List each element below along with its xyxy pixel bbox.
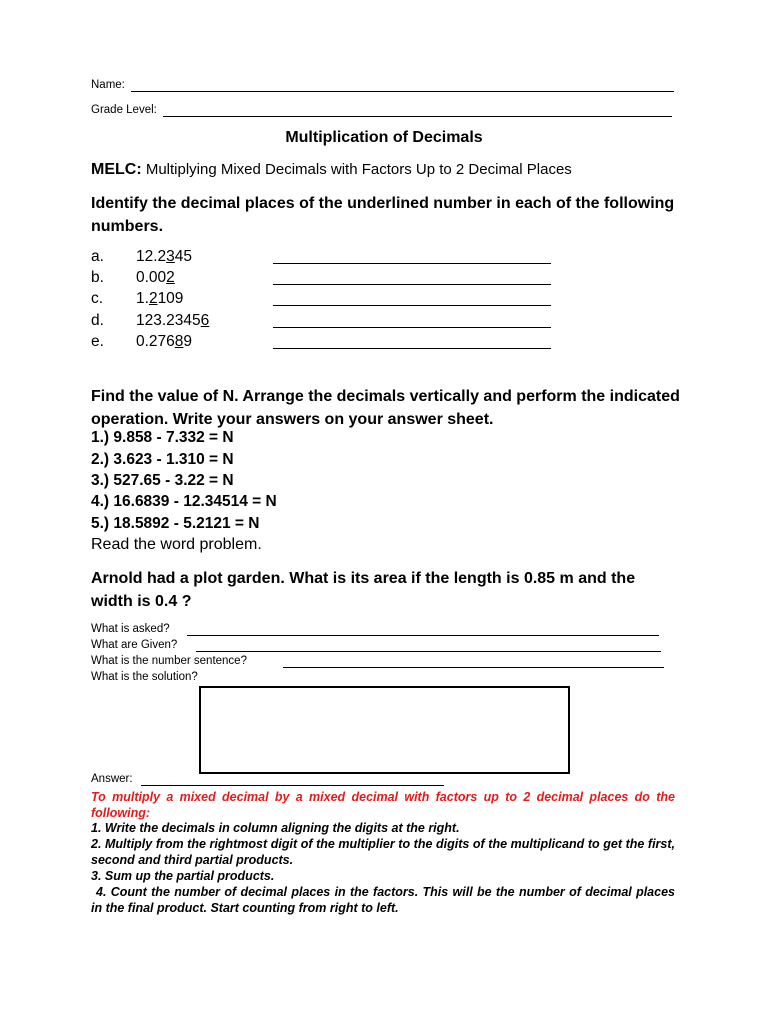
item-letter: e. xyxy=(91,333,104,350)
equation: 2.) 3.623 - 1.310 = N xyxy=(91,451,234,468)
asked-line[interactable] xyxy=(187,635,659,636)
asked-label: What is asked? xyxy=(91,623,170,635)
sentence-row xyxy=(91,655,247,667)
section1-instruction: Identify the decimal places of the underlined number in each of the following numbers. xyxy=(91,195,675,235)
underlined-digit: 2 xyxy=(148,290,158,307)
answer-line[interactable] xyxy=(273,263,551,264)
melc-text: Multiplying Mixed Decimals with Factors Up to 2 Decimal Places xyxy=(145,161,572,178)
item-letter: d. xyxy=(91,312,104,329)
equation: 3.) 527.65 - 3.22 = N xyxy=(91,472,234,489)
word-problem: Arnold had a plot garden. What is its area if the length is 0.85 m and the width is 0.4 ? xyxy=(91,570,636,610)
solution-box[interactable] xyxy=(199,686,570,774)
step-item: 1. Write the decimals in column aligning the digits at the right. xyxy=(91,821,460,835)
read-prompt: Read the word problem. xyxy=(91,536,262,553)
step-item: 4. Count the number of decimal places in the factors. This will be the number of decimal places in the final product. Start counting from right to left. xyxy=(91,885,675,915)
answer-line[interactable] xyxy=(273,284,551,285)
list-item xyxy=(91,333,561,353)
name-label: Name: xyxy=(91,79,125,91)
steps-intro: To multiply a mixed decimal by a mixed decimal with factors up to 2 decimal places do the following: xyxy=(91,790,675,820)
answer-line[interactable] xyxy=(141,785,444,786)
answer-label: Answer: xyxy=(91,773,133,785)
underlined-digit: 8 xyxy=(174,333,184,350)
equation: 1.) 9.858 - 7.332 = N xyxy=(91,429,234,446)
grade-line[interactable] xyxy=(163,116,672,117)
section2-instruction: Find the value of N. Arrange the decimals vertically and perform the indicated operation. Write your answers on your answer sheet. xyxy=(91,388,680,428)
item-number: 0.002 xyxy=(136,269,175,286)
list-item xyxy=(91,269,561,289)
answer-line[interactable] xyxy=(273,305,551,306)
name-line[interactable] xyxy=(131,91,674,92)
answer-line[interactable] xyxy=(273,348,551,349)
grade-row xyxy=(91,104,157,116)
asked-row xyxy=(91,623,170,635)
given-label: What are Given? xyxy=(91,639,178,651)
list-item xyxy=(91,312,561,332)
grade-label: Grade Level: xyxy=(91,104,157,116)
item-number: 0.27689 xyxy=(136,333,193,350)
page-title: Multiplication of Decimals xyxy=(285,129,483,146)
underlined-digit: 3 xyxy=(166,248,175,265)
melc-label: MELC: xyxy=(91,161,142,178)
list-item xyxy=(91,248,561,268)
item-number: 123.23456 xyxy=(136,312,210,329)
given-line[interactable] xyxy=(196,651,661,652)
name-row xyxy=(91,79,125,91)
equation: 4.) 16.6839 - 12.34514 = N xyxy=(91,493,277,510)
melc-line xyxy=(91,161,572,179)
item-number: 1.2109 xyxy=(136,290,184,307)
equation: 5.) 18.5892 - 5.2121 = N xyxy=(91,515,260,532)
item-letter: a. xyxy=(91,248,104,265)
item-letter: c. xyxy=(91,290,104,307)
underlined-digit: 2 xyxy=(166,269,175,286)
answer-line[interactable] xyxy=(273,327,551,328)
step-item: 2. Multiply from the rightmost digit of the multiplier to the digits of the multiplicand to get the first, second and third partial products. xyxy=(91,837,675,867)
given-row xyxy=(91,639,177,651)
sentence-line[interactable] xyxy=(283,667,664,668)
sentence-label: What is the number sentence? xyxy=(91,655,247,667)
step-item: 3. Sum up the partial products. xyxy=(91,869,275,883)
item-letter: b. xyxy=(91,269,104,286)
list-item xyxy=(91,290,561,310)
underlined-digit: 6 xyxy=(200,312,210,329)
solution-label: What is the solution? xyxy=(91,671,198,683)
item-number: 12.2345 xyxy=(136,248,193,265)
answer-row xyxy=(91,773,133,785)
